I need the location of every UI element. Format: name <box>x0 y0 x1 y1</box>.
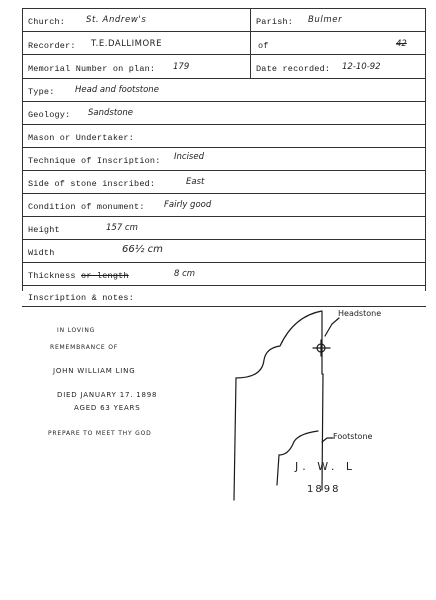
memorial-number-value: 179 <box>173 62 190 72</box>
inscription-line: DIED JANUARY 17. 1898 <box>57 391 158 399</box>
width-label: Width <box>28 248 55 258</box>
headstone-label: Headstone <box>338 309 382 318</box>
of-value: 42 <box>396 39 407 49</box>
inscription-line: JOHN WILLIAM LING <box>53 367 136 375</box>
technique-value: Incised <box>174 152 204 162</box>
height-value: 157 cm <box>106 223 138 233</box>
recorder-label: Recorder: <box>28 41 76 51</box>
footstone-leader <box>322 438 333 442</box>
footstone-outline <box>277 431 318 485</box>
footstone-label: Footstone <box>333 432 373 441</box>
inscription-line: PREPARE TO MEET THY GOD <box>48 430 152 437</box>
thickness-text: Thickness <box>28 271 82 281</box>
side-inscribed-label: Side of stone inscribed: <box>28 179 156 189</box>
condition-value: Fairly good <box>164 200 212 210</box>
type-label: Type: <box>28 87 55 97</box>
church-value: St. Andrew's <box>86 15 147 25</box>
headstone-leader <box>325 318 339 336</box>
mason-label: Mason or Undertaker: <box>28 133 135 143</box>
inscription-notes-label: Inscription & notes: <box>28 293 135 303</box>
condition-label: Condition of monument: <box>28 202 145 212</box>
date-recorded-value: 12-10-92 <box>342 62 381 72</box>
footstone-initials: J. W. L <box>295 460 356 473</box>
width-value: 66½ cm <box>122 244 163 255</box>
date-recorded-label: Date recorded: <box>256 64 331 74</box>
inscription-line: IN LOVING <box>57 327 96 334</box>
geology-label: Geology: <box>28 110 71 120</box>
inscription-line: AGED 63 YEARS <box>74 404 141 412</box>
side-inscribed-value: East <box>186 177 205 187</box>
centre-cross <box>313 340 330 356</box>
recorder-value: T.E.DALLIMORE <box>91 39 162 49</box>
type-value: Head and footstone <box>75 85 159 95</box>
thickness-value: 8 cm <box>174 269 196 279</box>
parish-value: Bulmer <box>308 15 343 25</box>
of-label: of <box>258 41 269 51</box>
technique-label: Technique of Inscription: <box>28 156 161 166</box>
church-label: Church: <box>28 17 66 27</box>
parish-label: Parish: <box>256 17 294 27</box>
length-struck-text: or length <box>81 271 129 281</box>
height-label: Height <box>28 225 60 235</box>
inscription-line: REMEMBRANCE OF <box>50 344 119 351</box>
memorial-number-label: Memorial Number on plan: <box>28 64 156 74</box>
footstone-year: 1898 <box>307 484 341 495</box>
geology-value: Sandstone <box>88 108 133 118</box>
